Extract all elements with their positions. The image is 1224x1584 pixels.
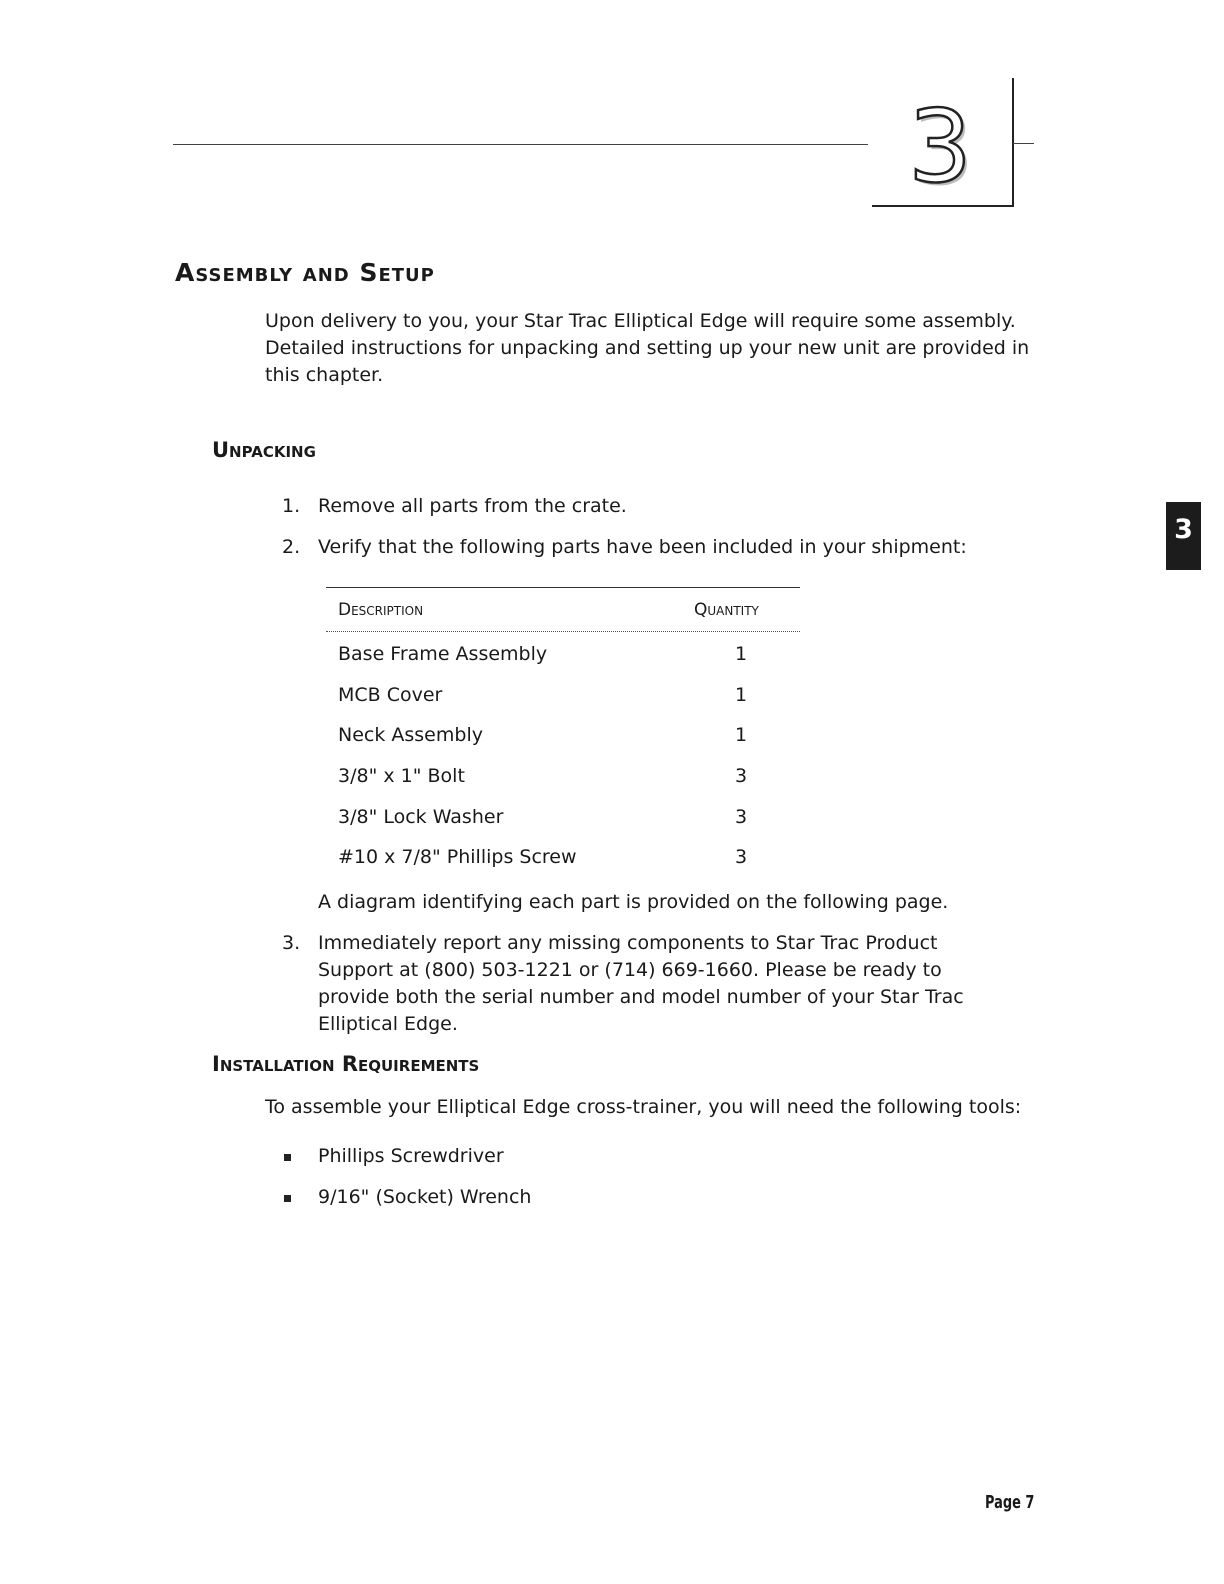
table-cell-quantity: 1 bbox=[734, 643, 748, 665]
step-text: Immediately report any missing components to Star Trac Product Support at (800) 503-1221 or (714) 669-1660. Please be ready to provide both the serial number and model number of your Star Trac Elliptical Edge. bbox=[318, 932, 964, 1035]
table-header-description: Description bbox=[338, 600, 424, 620]
table-top-rule bbox=[326, 587, 800, 588]
diagram-note: A diagram identifying each part is provided on the following page. bbox=[318, 891, 949, 913]
table-cell-description: MCB Cover bbox=[338, 684, 443, 706]
table-cell-quantity: 3 bbox=[734, 765, 748, 787]
step-number: 2. bbox=[282, 536, 301, 558]
bullet-icon bbox=[284, 1154, 291, 1161]
tool-item: Phillips Screwdriver bbox=[318, 1145, 504, 1167]
installation-intro: To assemble your Elliptical Edge cross-trainer, you will need the following tools: bbox=[265, 1096, 1022, 1118]
table-header-rule bbox=[326, 631, 800, 632]
table-cell-description: #10 x 7/8" Phillips Screw bbox=[338, 846, 577, 868]
header-rule bbox=[173, 144, 868, 145]
section-title: Assembly and Setup bbox=[175, 258, 435, 287]
bullet-icon bbox=[284, 1195, 291, 1202]
step-number: 3. bbox=[282, 932, 301, 954]
section-intro: Upon delivery to you, your Star Trac Elliptical Edge will require some assembly. Detailed instructions for unpacking and setting up your new unit are provided in this chapter. bbox=[265, 310, 1030, 386]
chapter-side-tab[interactable]: 3 bbox=[1166, 502, 1201, 570]
step-text: Verify that the following parts have been included in your shipment: bbox=[318, 536, 967, 558]
table-cell-description: Base Frame Assembly bbox=[338, 643, 548, 665]
unpacking-heading: Unpacking bbox=[212, 438, 316, 462]
table-cell-quantity: 1 bbox=[734, 724, 748, 746]
chapter-number: 3 bbox=[908, 88, 972, 205]
page-number: Page 7 bbox=[985, 1492, 1035, 1513]
step-text: Remove all parts from the crate. bbox=[318, 495, 627, 517]
tool-item: 9/16" (Socket) Wrench bbox=[318, 1186, 532, 1208]
table-header-quantity: Quantity bbox=[694, 600, 759, 620]
step-number: 1. bbox=[282, 495, 301, 517]
table-cell-description: Neck Assembly bbox=[338, 724, 483, 746]
table-cell-description: 3/8" Lock Washer bbox=[338, 806, 504, 828]
table-cell-description: 3/8" x 1" Bolt bbox=[338, 765, 465, 787]
chapter-frame-bottom bbox=[872, 205, 1014, 207]
table-cell-quantity: 3 bbox=[734, 806, 748, 828]
table-cell-quantity: 1 bbox=[734, 684, 748, 706]
chapter-frame-tick bbox=[1013, 143, 1034, 144]
installation-heading: Installation Requirements bbox=[212, 1052, 480, 1076]
table-cell-quantity: 3 bbox=[734, 846, 748, 868]
